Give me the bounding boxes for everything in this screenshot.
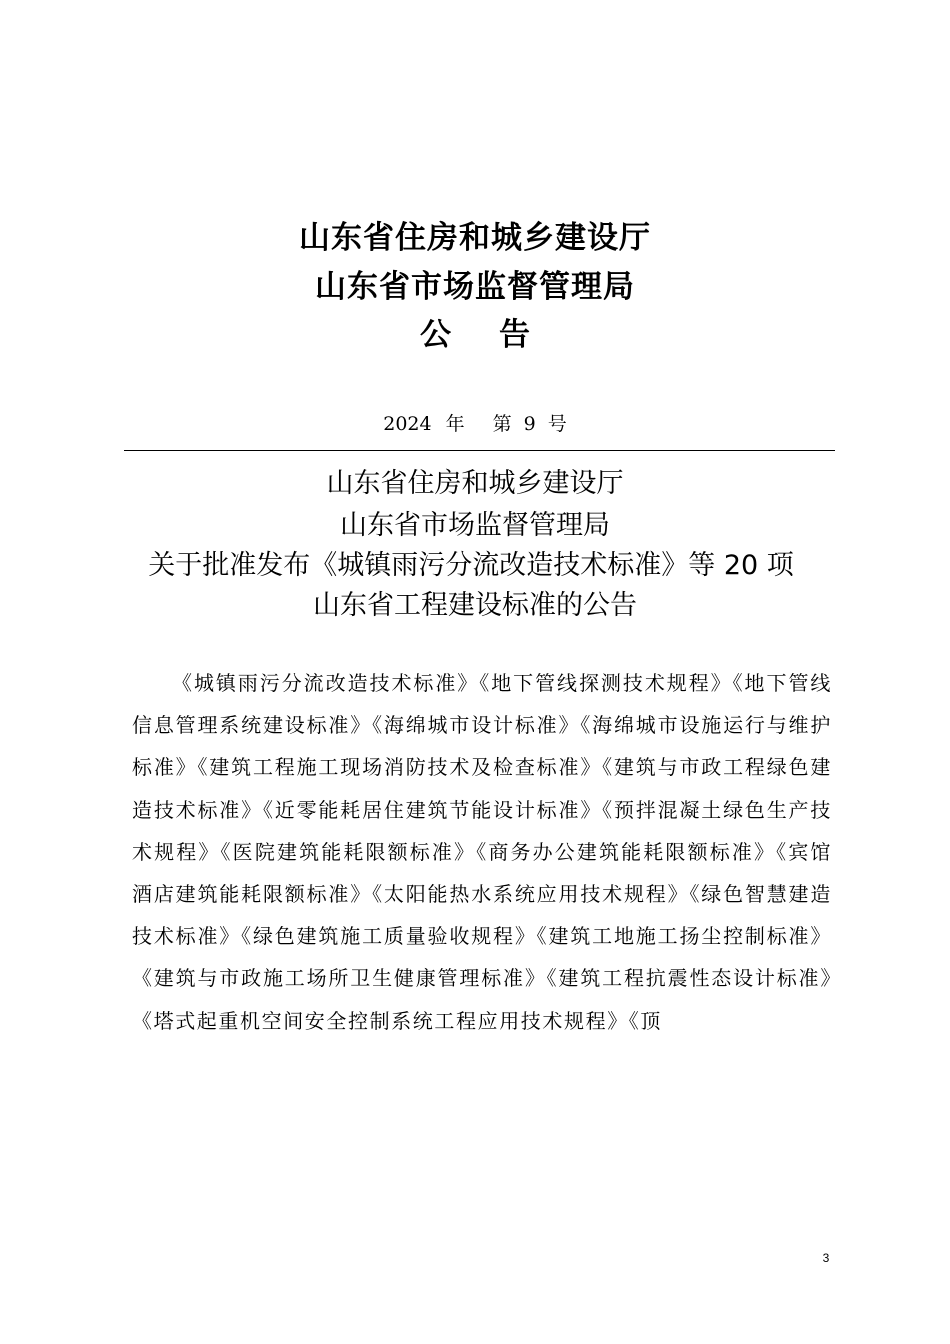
document-number-value: 9	[523, 413, 536, 435]
document-year: 2024	[383, 413, 432, 435]
header-divider-line	[124, 450, 835, 451]
page-number: 3	[822, 1251, 830, 1265]
title-line-4: 山东省工程建设标准的公告	[313, 590, 637, 621]
document-number	[0, 410, 950, 438]
issuer-housing-department: 山东省住房和城乡建设厅	[299, 220, 651, 256]
title-line-3: 关于批准发布《城镇雨污分流改造技术标准》等 20 项	[148, 550, 794, 581]
title-line-1: 山东省住房和城乡建设厅	[326, 468, 624, 499]
notice-char-gong: 公	[420, 317, 451, 353]
body-paragraph: 《城镇雨污分流改造技术标准》《地下管线探测技术规程》《地下管线信息管理系统建设标准》《海绵城市设计标准》《海绵城市设施运行与维护标准》《建筑工程施工现场消防技术及检查标准》《建筑与市政工程绿色建造技术标准》《近零能耗居住建筑节能设计标准》《预拌混凝土绿色生产技术规程》《医院建筑能耗限额标准》《商务办公建筑能耗限额标准》《宾馆酒店建筑能耗限额标准》《太阳能热水系统应用技术规程》《绿色智慧建造技术标准》《绿色建筑施工质量验收规程》《建筑工地施工扬尘控制标准》《建筑与市政施工场所卫生健康管理标准》《建筑工程抗震性态设计标准》《塔式起重机空间安全控制系统工程应用技术规程》《顶	[132, 671, 832, 1033]
document-number-prefix: 第	[492, 413, 512, 435]
title-line-2: 山东省市场监督管理局	[340, 510, 610, 541]
document-number-suffix: 号	[547, 413, 567, 435]
notice-char-gao: 告	[499, 317, 530, 353]
issuer-market-regulation-bureau: 山东省市场监督管理局	[315, 269, 635, 305]
document-year-label: 年	[445, 413, 465, 435]
notice-heading	[0, 315, 950, 355]
